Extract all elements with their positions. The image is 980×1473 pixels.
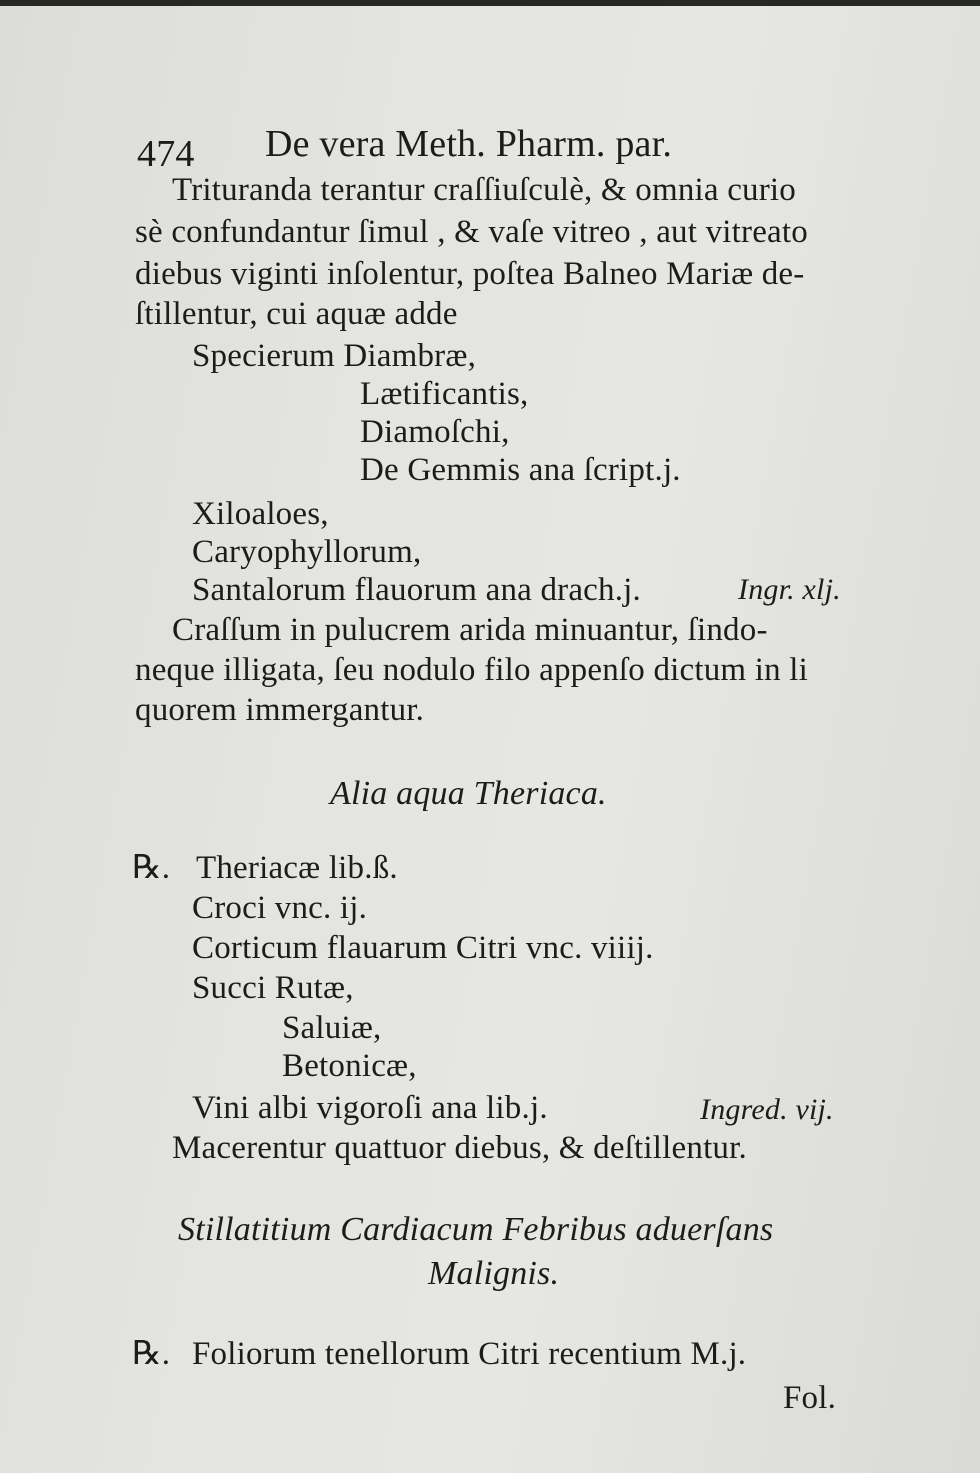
recipe-symbol: ℞. [132,1336,171,1372]
list-item: Xiloaloes, [192,496,329,532]
list-item: Specierum Diambræ, [192,338,477,374]
book-page [0,6,980,1473]
recipe-line: Vini albi vigoroſi ana lib.j. [192,1090,548,1126]
section-heading: Stillatitium Cardiacum Febribus aduerſans [178,1211,774,1248]
page-number: 474 [137,133,195,175]
list-item: Caryophyllorum, [192,534,422,570]
list-item: Lætificantis, [360,376,529,412]
margin-note: Ingred. vij. [700,1093,834,1126]
recipe-line: Croci vnc. ij. [192,890,368,926]
paragraph-line: quorem immergantur. [135,692,425,728]
recipe-line: Saluiæ, [282,1010,382,1046]
recipe-line: Theriacæ lib.ß. [196,850,398,886]
section-heading: Malignis. [428,1255,560,1292]
catchword: Fol. [783,1380,837,1416]
recipe-line: Foliorum tenellorum Citri recentium M.j. [192,1336,747,1372]
paragraph-line: ſtillentur, cui aquæ adde [135,296,458,332]
paragraph-line: Craſſum in pulucrem arida minuantur, ſindo- [172,612,768,648]
recipe-line: Betonicæ, [282,1048,417,1084]
paragraph-line: diebus viginti inſolentur, poſtea Balneo Mariæ de- [135,256,805,292]
recipe-symbol: ℞. [132,850,171,886]
recipe-line: Corticum flauarum Citri vnc. viiij. [192,930,654,966]
paragraph-line: sè confundantur ſimul , & vaſe vitreo , aut vitreato [135,214,808,250]
paragraph-line: neque illigata, ſeu nodulo filo appenſo dictum in li [135,652,809,688]
running-title: De vera Meth. Pharm. par. [265,123,673,165]
recipe-line: Succi Rutæ, [192,970,354,1006]
list-item: De Gemmis ana ſcript.j. [360,452,681,488]
recipe-line: Macerentur quattuor diebus, & deſtillentur. [172,1130,747,1166]
list-item: Diamoſchi, [360,414,510,450]
margin-note: Ingr. xlj. [738,573,841,606]
list-item: Santalorum flauorum ana drach.j. [192,572,641,608]
paragraph-line: Trituranda terantur craſſiuſculè, & omnia curio [172,172,796,208]
section-heading: Alia aqua Theriaca. [330,775,607,812]
